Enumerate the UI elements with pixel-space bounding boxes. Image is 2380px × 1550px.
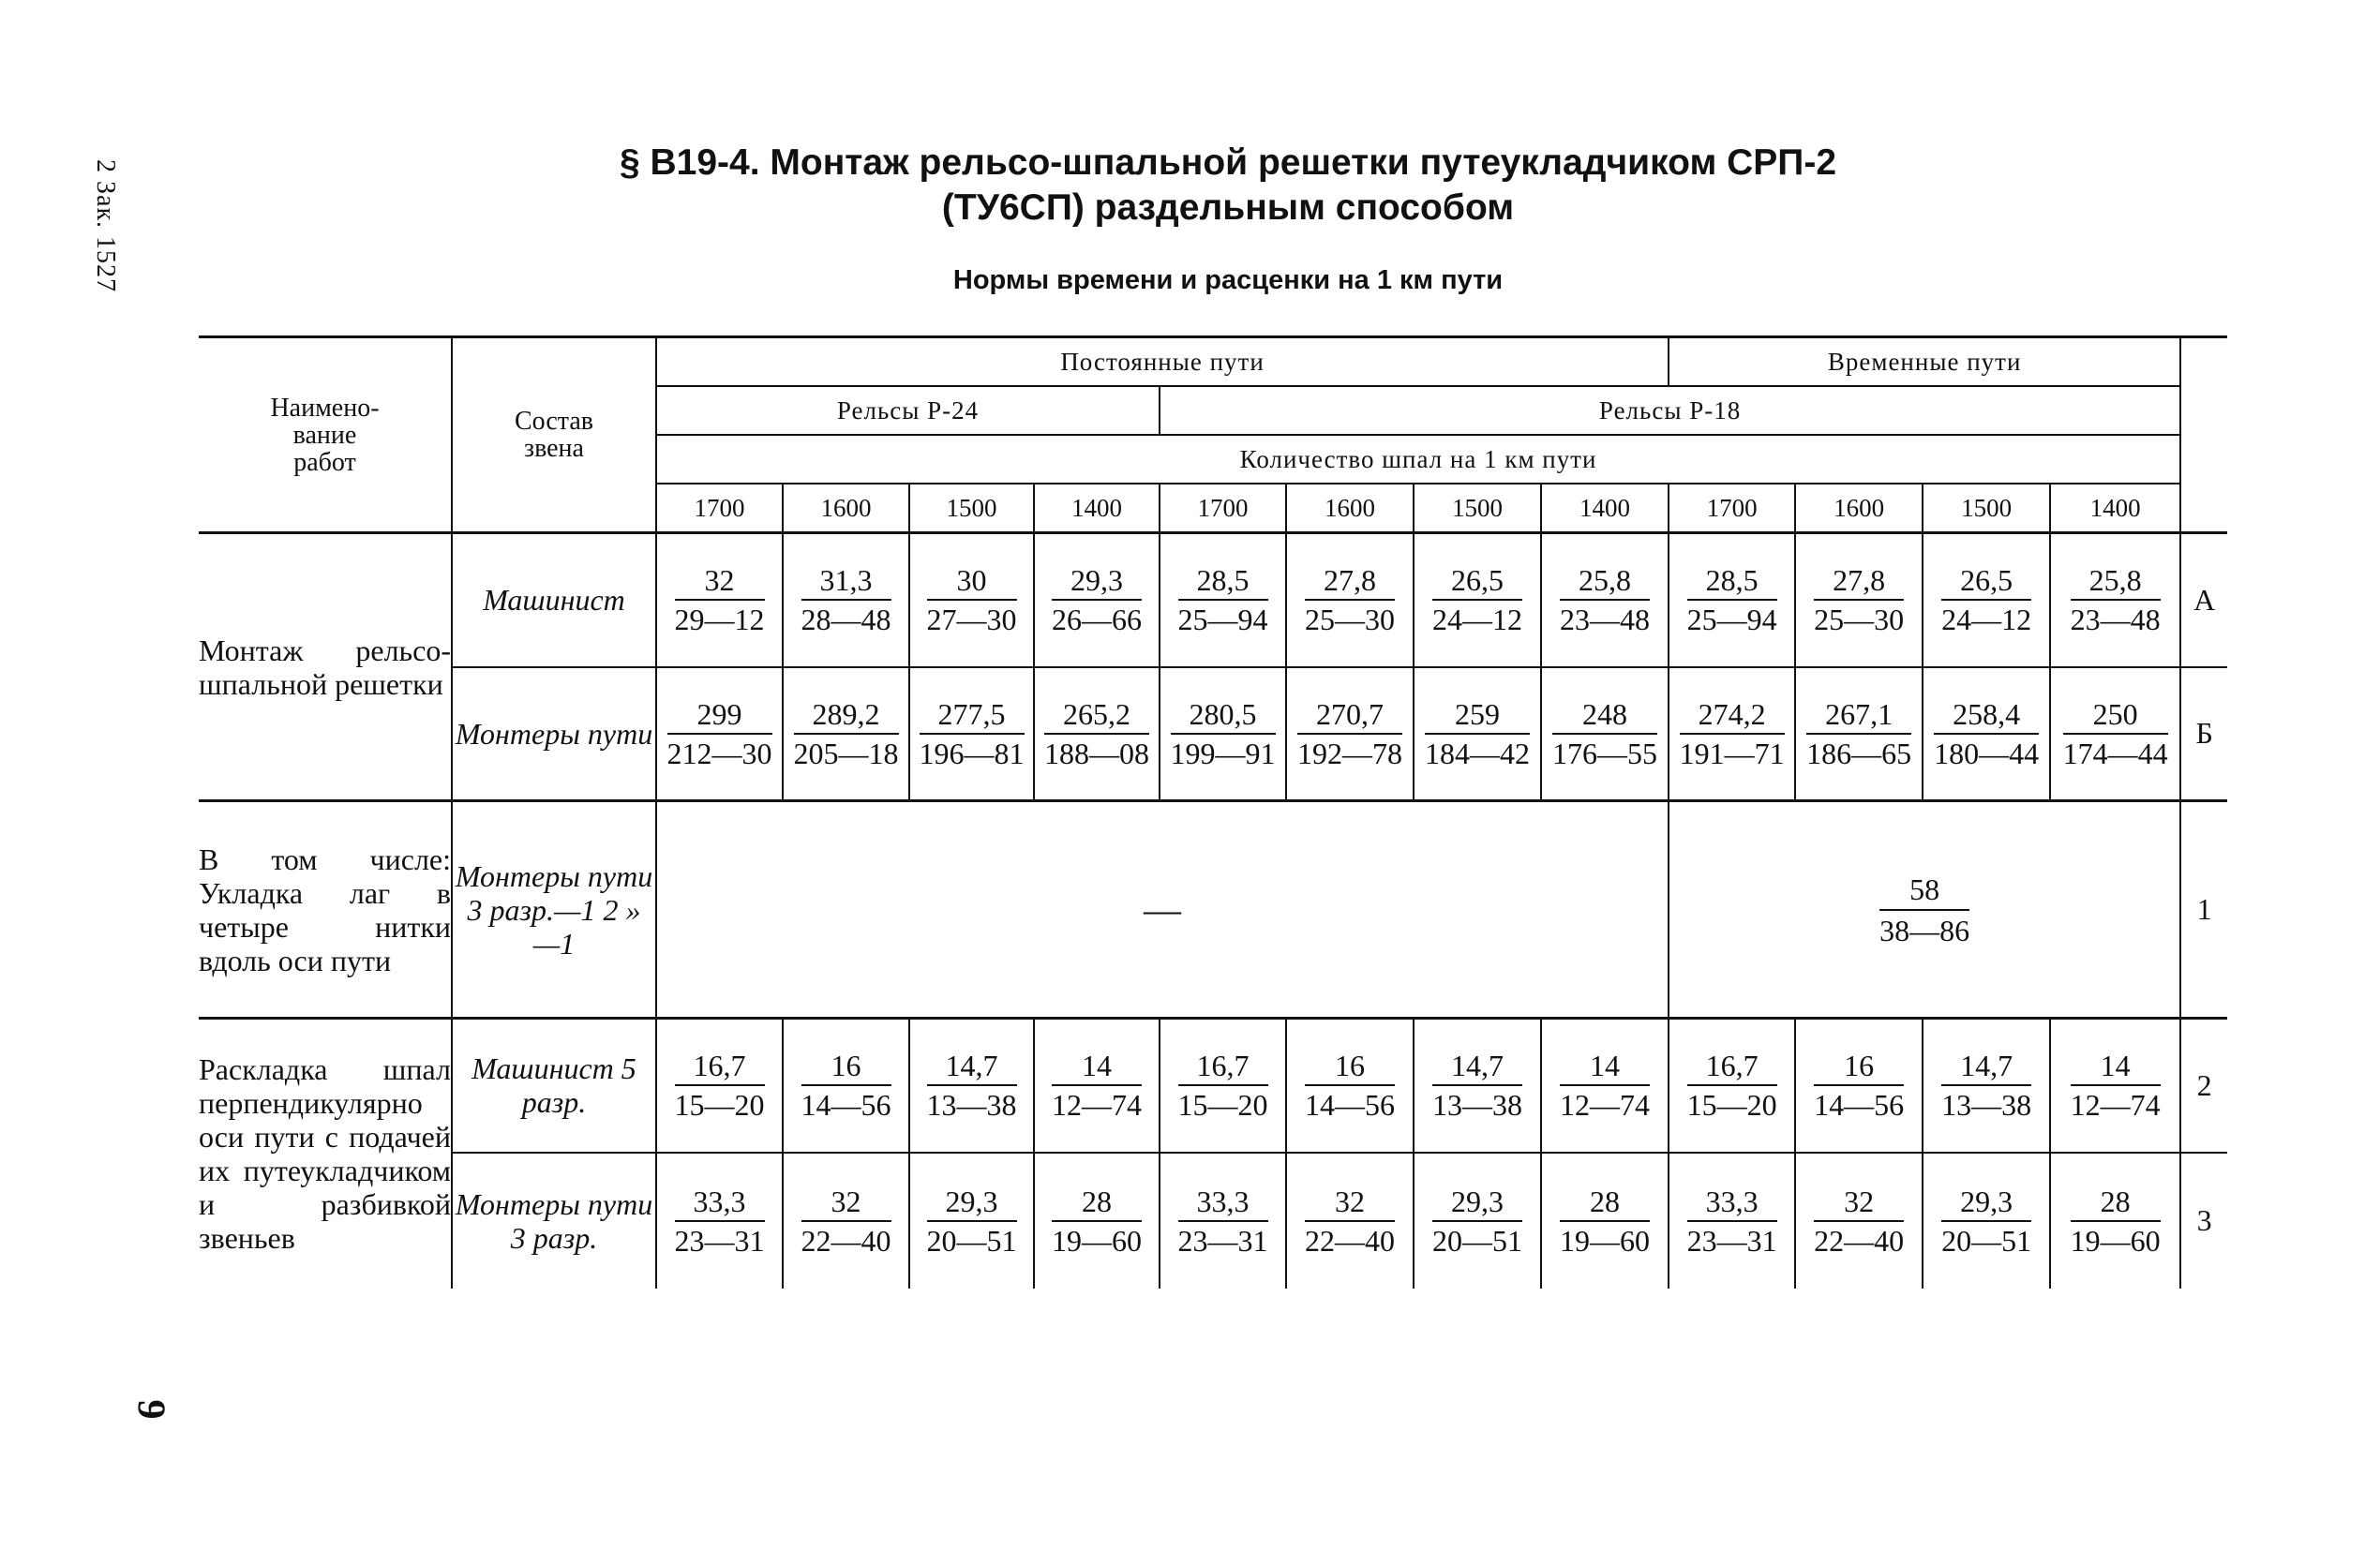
rate: 24—12 — [1432, 603, 1522, 637]
value-cell — [1795, 1019, 1923, 1153]
time-norm: 16 — [801, 1047, 891, 1086]
section-title — [506, 141, 1950, 231]
order-note: 2 Зак. 1527 — [91, 159, 120, 293]
time-norm: 14 — [2071, 1047, 2161, 1086]
time-norm: 28,5 — [1687, 561, 1777, 601]
header-count: 1400 — [1034, 484, 1160, 533]
value-cell — [1286, 667, 1414, 801]
rate: 26—66 — [1052, 603, 1142, 637]
norms-table — [199, 335, 2227, 1289]
header-work-name — [199, 337, 452, 533]
rate: 27—30 — [926, 603, 1017, 637]
row-mount-machinist — [199, 533, 2227, 667]
page-number: 9 — [128, 1399, 172, 1420]
rate: 20—51 — [1432, 1223, 1522, 1258]
row-laying-logs — [199, 801, 2227, 1019]
value-cell — [656, 1019, 783, 1153]
rate: 15—20 — [1686, 1088, 1777, 1123]
time-norm: 28 — [2071, 1183, 2161, 1222]
time-norm: 16,7 — [1178, 1047, 1268, 1086]
time-norm: 16,7 — [675, 1047, 765, 1086]
time-norm: 58 — [1879, 870, 1969, 911]
time-norm: 25,8 — [2071, 561, 2161, 601]
header-work-name-text: Наимено- вание работ — [270, 393, 380, 477]
value-cell — [1541, 667, 1669, 801]
rate: 23—31 — [674, 1223, 765, 1258]
time-norm: 26,5 — [1432, 561, 1522, 601]
header-temporary: Временные пути — [1669, 337, 2180, 387]
rate: 19—60 — [1052, 1223, 1142, 1258]
value-cell — [1160, 1153, 1286, 1289]
time-norm: 250 — [2063, 695, 2168, 735]
value-cell — [656, 1153, 783, 1289]
header-count: 1500 — [909, 484, 1034, 533]
value-cell — [1160, 667, 1286, 801]
header-count: 1400 — [2050, 484, 2180, 533]
value-cell — [1541, 1153, 1669, 1289]
time-norm: 28 — [1052, 1183, 1142, 1222]
value-cell — [1795, 533, 1923, 667]
time-norm: 32 — [801, 1183, 891, 1222]
value-cell — [1286, 1019, 1414, 1153]
rate: 199—91 — [1170, 736, 1276, 770]
header-rails-p18: Рельсы Р-18 — [1160, 386, 2180, 435]
time-norm: 28 — [1560, 1183, 1650, 1222]
value-cell — [1923, 1153, 2050, 1289]
rate: 25—30 — [1305, 603, 1395, 637]
header-crew — [452, 337, 656, 533]
time-norm: 32 — [1814, 1183, 1904, 1222]
time-norm: 16 — [1305, 1047, 1395, 1086]
row-sleepers-fitters — [199, 1153, 2227, 1289]
time-norm: 30 — [927, 561, 1017, 601]
time-norm: 28,5 — [1178, 561, 1268, 601]
time-norm: 258,4 — [1934, 695, 2039, 735]
rate: 174—44 — [2062, 736, 2168, 770]
row-index: Б — [2180, 667, 2227, 801]
time-norm: 32 — [675, 561, 765, 601]
rate: 13—38 — [926, 1088, 1017, 1123]
rate: 176—55 — [1552, 736, 1658, 770]
value-cell — [2050, 533, 2180, 667]
time-norm: 33,3 — [1687, 1183, 1777, 1222]
rate: 14—56 — [1305, 1088, 1395, 1123]
value-cell — [1669, 1153, 1795, 1289]
rate: 12—74 — [2070, 1088, 2161, 1123]
rate: 22—40 — [1305, 1223, 1395, 1258]
header-count: 1600 — [1286, 484, 1414, 533]
time-norm: 16,7 — [1687, 1047, 1777, 1086]
rate: 22—40 — [1814, 1223, 1905, 1258]
time-norm: 29,3 — [927, 1183, 1017, 1222]
time-norm: 27,8 — [1814, 561, 1904, 601]
value-cell — [783, 1153, 909, 1289]
row-index: 2 — [2180, 1019, 2227, 1153]
rate: 12—74 — [1052, 1088, 1142, 1123]
table-subtitle: Нормы времени и расценки на 1 км пути — [952, 265, 1504, 295]
value-cell — [1669, 1019, 1795, 1153]
time-norm: 26,5 — [1941, 561, 2031, 601]
rate: 23—48 — [2070, 603, 2161, 637]
value-cell — [1669, 533, 1795, 667]
rate: 23—48 — [1560, 603, 1651, 637]
time-norm: 265,2 — [1044, 695, 1149, 735]
rate: 196—81 — [919, 736, 1025, 770]
work-sleepers: Раскладка шпал перпендикулярно оси пути с подачей их путеукладчиком и разбивкой звеньев — [199, 1019, 452, 1289]
value-cell — [2050, 1153, 2180, 1289]
crew-sleepers-fitters: Монтеры пути 3 разр. — [452, 1153, 656, 1289]
value-cell — [1795, 667, 1923, 801]
rate: 25—94 — [1686, 603, 1777, 637]
work-mount: Монтаж рельсо-шпальной решетки — [199, 533, 452, 801]
permanent-value: — — [656, 801, 1669, 1019]
rate: 19—60 — [2070, 1223, 2161, 1258]
header-count: 1500 — [1923, 484, 2050, 533]
temporary-value — [1669, 801, 2180, 1019]
time-norm: 25,8 — [1560, 561, 1650, 601]
value-cell — [783, 667, 909, 801]
value-cell — [656, 533, 783, 667]
crew-laying-logs: Монтеры пути 3 разр.—1 2 » —1 — [452, 801, 656, 1019]
rate: 13—38 — [1432, 1088, 1522, 1123]
header-count: 1500 — [1414, 484, 1541, 533]
time-norm: 33,3 — [1178, 1183, 1268, 1222]
rate: 188—08 — [1044, 736, 1149, 770]
title-line-2: (ТУ6СП) раздельным способом — [941, 187, 1515, 228]
value-cell — [1286, 1153, 1414, 1289]
rate: 184—42 — [1425, 736, 1530, 770]
time-norm: 14,7 — [1941, 1047, 2031, 1086]
value-cell — [909, 1153, 1034, 1289]
row-index: 3 — [2180, 1153, 2227, 1289]
value-cell — [783, 1019, 909, 1153]
rate: 23—31 — [1686, 1223, 1777, 1258]
rate: 192—78 — [1297, 736, 1402, 770]
rate: 12—74 — [1560, 1088, 1651, 1123]
value-cell — [1414, 667, 1541, 801]
value-cell — [1541, 1019, 1669, 1153]
time-norm: 14 — [1052, 1047, 1142, 1086]
value-cell — [1286, 533, 1414, 667]
time-norm: 29,3 — [1941, 1183, 2031, 1222]
rate: 15—20 — [1177, 1088, 1268, 1123]
rate: 205—18 — [793, 736, 899, 770]
crew-sleepers-machinist: Машинист 5 разр. — [452, 1019, 656, 1153]
value-cell — [1414, 1019, 1541, 1153]
header-sleepers-count: Количество шпал на 1 км пути — [656, 435, 2180, 484]
rate: 29—12 — [674, 603, 765, 637]
header-blank — [2180, 337, 2227, 533]
time-norm: 259 — [1425, 695, 1530, 735]
time-norm: 14 — [1560, 1047, 1650, 1086]
value-cell — [1923, 667, 2050, 801]
value-cell — [1160, 533, 1286, 667]
value-cell — [1669, 667, 1795, 801]
value-cell — [909, 533, 1034, 667]
value-cell — [1034, 1153, 1160, 1289]
rate: 14—56 — [1814, 1088, 1905, 1123]
time-norm: 32 — [1305, 1183, 1395, 1222]
row-sleepers-machinist — [199, 1019, 2227, 1153]
time-norm: 299 — [667, 695, 772, 735]
rate: 14—56 — [801, 1088, 891, 1123]
value-cell — [1541, 533, 1669, 667]
rate: 19—60 — [1560, 1223, 1651, 1258]
value-cell — [783, 533, 909, 667]
value-cell — [1034, 533, 1160, 667]
value-cell — [1795, 1153, 1923, 1289]
time-norm: 16 — [1814, 1047, 1904, 1086]
rate: 24—12 — [1941, 603, 2032, 637]
crew-mount-machinist: Машинист — [452, 533, 656, 667]
header-count: 1600 — [1795, 484, 1923, 533]
rate: 13—38 — [1941, 1088, 2032, 1123]
row-mount-fitters — [199, 667, 2227, 801]
rate: 15—20 — [674, 1088, 765, 1123]
work-laying-logs: В том числе: Укладка лаг в четыре нитки вдоль оси пути — [199, 801, 452, 1019]
value-cell — [1034, 667, 1160, 801]
header-count: 1700 — [1160, 484, 1286, 533]
time-norm: 14,7 — [1432, 1047, 1522, 1086]
value-cell — [1160, 1019, 1286, 1153]
row-index: А — [2193, 582, 2216, 617]
value-cell — [2050, 667, 2180, 801]
value-cell — [1414, 1153, 1541, 1289]
rate: 20—51 — [1941, 1223, 2032, 1258]
time-norm: 289,2 — [794, 695, 899, 735]
value-cell — [1923, 533, 2050, 667]
header-count: 1700 — [1669, 484, 1795, 533]
rate: 38—86 — [1879, 913, 1970, 947]
time-norm: 267,1 — [1806, 695, 1911, 735]
rate: 22—40 — [801, 1223, 891, 1258]
time-norm: 14,7 — [927, 1047, 1017, 1086]
header-rails-p24: Рельсы Р-24 — [656, 386, 1160, 435]
time-norm: 270,7 — [1297, 695, 1402, 735]
rate: 25—30 — [1814, 603, 1905, 637]
crew-mount-fitters: Монтеры пути — [452, 667, 656, 801]
value-cell — [909, 667, 1034, 801]
time-norm: 277,5 — [920, 695, 1025, 735]
value-cell — [656, 667, 783, 801]
time-norm: 29,3 — [1432, 1183, 1522, 1222]
rate: 186—65 — [1806, 736, 1912, 770]
value-cell — [2050, 1019, 2180, 1153]
time-norm: 33,3 — [675, 1183, 765, 1222]
time-norm: 280,5 — [1171, 695, 1276, 735]
header-permanent: Постоянные пути — [656, 337, 1669, 387]
rate: 25—94 — [1177, 603, 1268, 637]
value-cell — [1923, 1019, 2050, 1153]
header-count: 1600 — [783, 484, 909, 533]
rate: 191—71 — [1679, 736, 1785, 770]
time-norm: 27,8 — [1305, 561, 1395, 601]
value-cell — [909, 1019, 1034, 1153]
rate: 28—48 — [801, 603, 891, 637]
header-crew-text: Состав звена — [514, 407, 594, 463]
rate: 20—51 — [926, 1223, 1017, 1258]
rate: 23—31 — [1177, 1223, 1268, 1258]
time-norm: 29,3 — [1052, 561, 1142, 601]
header-count: 1700 — [656, 484, 783, 533]
value-cell — [1034, 1019, 1160, 1153]
time-norm: 248 — [1552, 695, 1657, 735]
title-line-1: § В19-4. Монтаж рельсо-шпальной решетки путеукладчиком СРП-2 — [619, 142, 1837, 183]
row-index: 1 — [2180, 801, 2227, 1019]
rate: 180—44 — [1934, 736, 2040, 770]
time-norm: 274,2 — [1680, 695, 1785, 735]
rate: 212—30 — [666, 736, 772, 770]
time-norm: 31,3 — [801, 561, 891, 601]
header-count: 1400 — [1541, 484, 1669, 533]
value-cell — [1414, 533, 1541, 667]
